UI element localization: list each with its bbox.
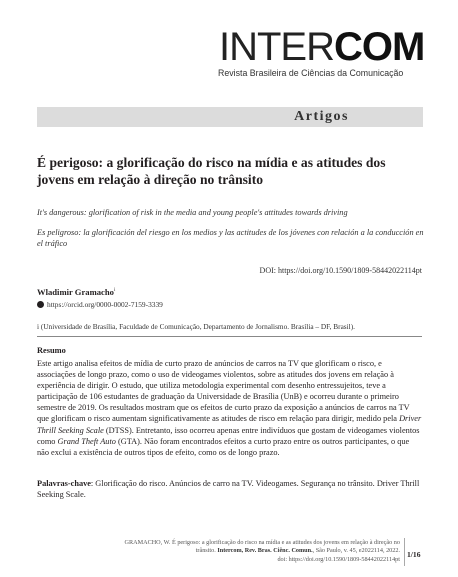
footer-separator bbox=[404, 538, 405, 566]
journal-logo bbox=[219, 26, 424, 68]
page-number: 1/16 bbox=[407, 550, 421, 559]
keywords-label: Palavras-chave bbox=[37, 479, 91, 488]
orcid-link[interactable]: https://orcid.org/0000-0002-7159-3339 bbox=[47, 300, 163, 309]
keywords-text: : Glorificação do risco. Anúncios de carro na TV. Videogames. Segurança no trânsito. Driver Thrill Seeking Scale. bbox=[37, 479, 420, 500]
section-band bbox=[37, 107, 423, 127]
divider bbox=[37, 336, 422, 337]
abstract-heading: Resumo bbox=[37, 346, 66, 355]
author-affiliation: i (Universidade de Brasília, Faculdade de Comunicação, Departamento de Jornalismo. Brasília – DF, Brasil). bbox=[37, 322, 355, 331]
abstract-part3: (GTA). Não foram encontrados efeitos a curto prazo entre os outros participantes, o que não exclui a existência de outros tipos de efeito, como os de longo prazo. bbox=[37, 436, 410, 457]
article-title-spanish: Es peligroso: la glorificación del riesgo en los medios y las actitudes de los jóvenes con relación a la conducción en el tráfico bbox=[37, 228, 424, 248]
abstract-scale-name: Driver Thrill Seeking Scale bbox=[37, 414, 422, 435]
abstract-part1: Este artigo analisa efeitos de mídia de curto prazo de anúncios de carros na TV que glorificam o risco, e associações de longo prazo, como o uso de videogames violentos, sobre as atitudes dos jovens em relação à experiência de dirigir. O estudo, que utiliza metodologia experimental com desenho entressujeitos, teve a participação de 106 estudantes de graduação da Universidade de Brasília (UnB) e ocorreu durante o primeiro semestre de 2019. Os resultados mostram que os efeitos de curto prazo da exposição a anúncios de carros na TV que glorificam o risco aumentam significativamente as atitudes de risco em relação para dirigir, medido pela bbox=[37, 359, 410, 424]
author-name-text: Wladimir Gramacho bbox=[37, 287, 114, 297]
journal-subtitle: Revista Brasileira de Ciências da Comunicação bbox=[218, 68, 404, 78]
citation-part1: GRAMACHO, W. É perigoso: a glorificação do risco na mídia e as atitudes dos jovens em relação à direção no trânsito. bbox=[124, 539, 400, 555]
citation-journal: Intercom, Rev. Bras. Ciênc. Comun. bbox=[217, 547, 313, 555]
section-label: Artigos bbox=[294, 109, 349, 124]
logo-com-text: COM bbox=[334, 25, 425, 69]
article-doi[interactable]: DOI: https://doi.org/10.1590/1809-58442022114pt bbox=[259, 266, 422, 275]
logo-inter-text: INTER bbox=[219, 25, 334, 69]
citation-footer bbox=[110, 539, 400, 564]
citation-doi[interactable]: doi: https://doi.org/10.1590/1809-58442022114pt bbox=[277, 555, 400, 563]
orcid-icon bbox=[37, 301, 44, 308]
author-name bbox=[37, 287, 115, 297]
abstract-game-name: Grand Theft Auto bbox=[57, 436, 116, 446]
abstract-text bbox=[37, 358, 422, 458]
citation-part2: , São Paulo, v. 45, e2022114, 2022. bbox=[312, 547, 400, 555]
author-orcid[interactable] bbox=[37, 300, 163, 309]
abstract-part2: (DTSS). Entretanto, isso ocorreu apenas entre indivíduos que gostam de videogames violentos como bbox=[37, 425, 420, 446]
article-title: É perigoso: a glorificação do risco na mídia e as atitudes dos jovens em relação à direção no trânsito bbox=[37, 155, 386, 187]
keywords bbox=[37, 478, 422, 500]
article-title-english: It's dangerous: glorification of risk in the media and young people's attitudes towards driving bbox=[37, 208, 348, 217]
author-marker: i bbox=[113, 288, 116, 294]
